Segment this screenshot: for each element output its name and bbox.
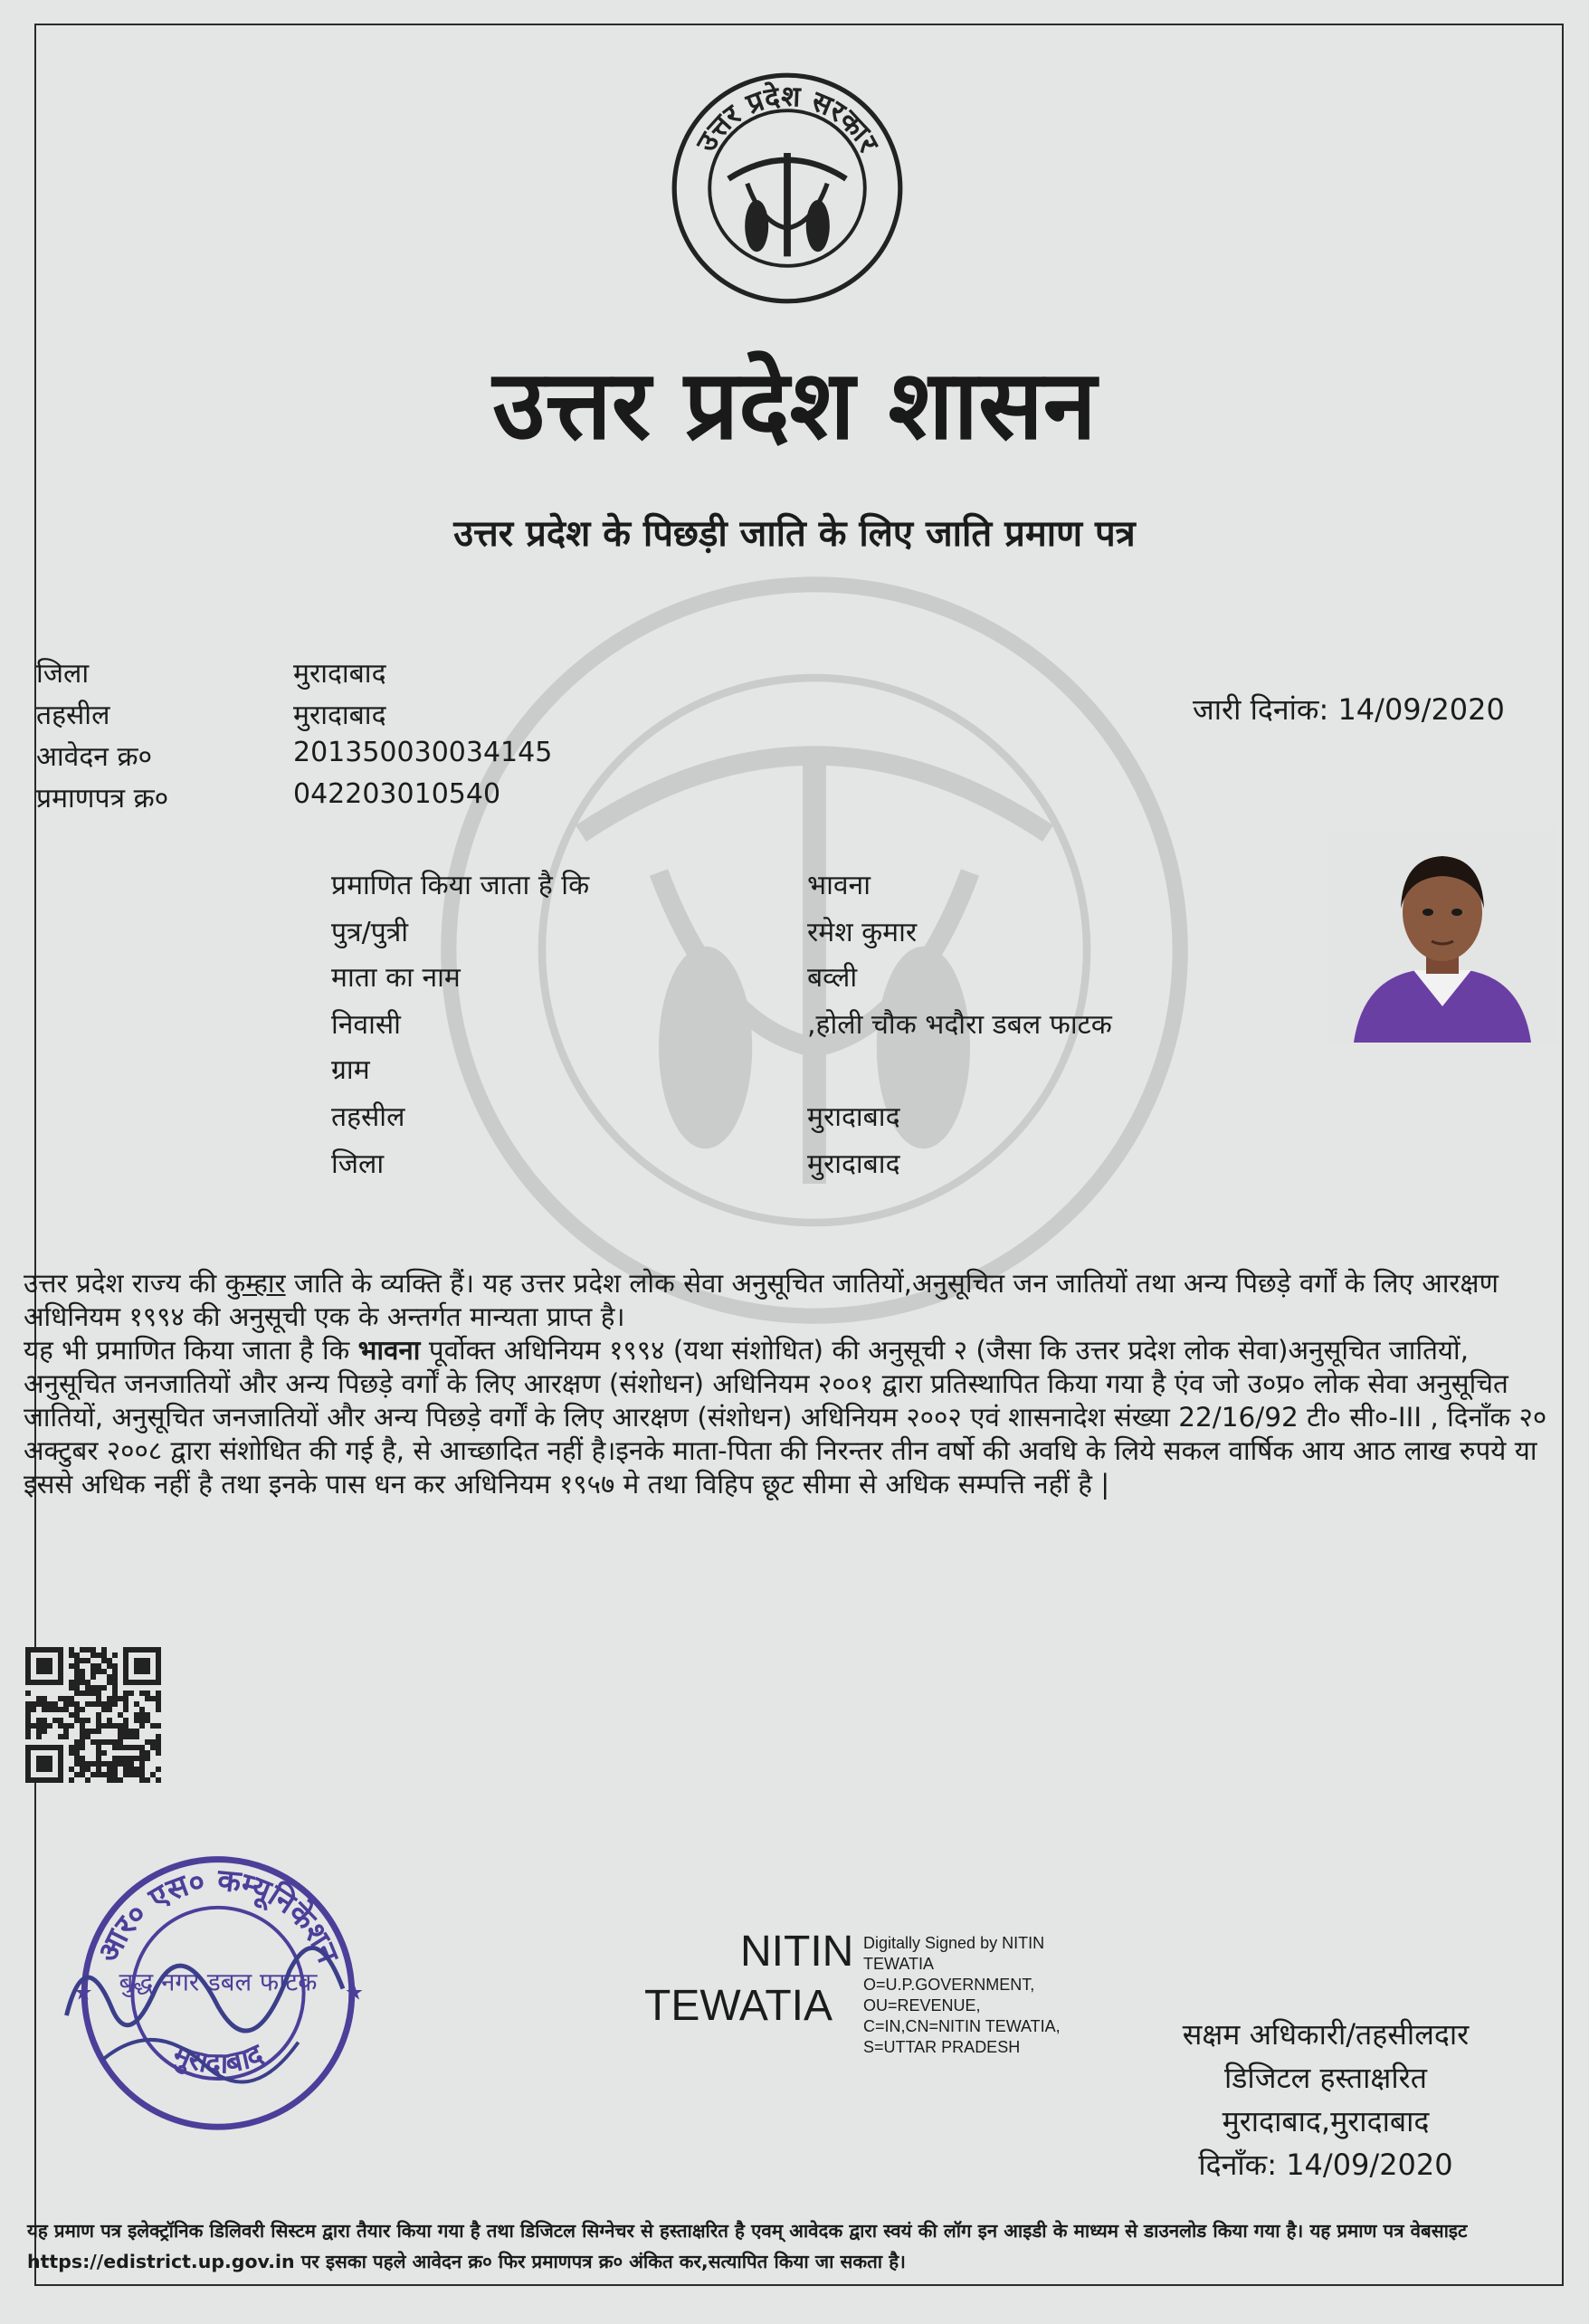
detail-tehsil-value: मुरादाबाद bbox=[807, 1101, 900, 1133]
up-government-emblem bbox=[670, 71, 905, 306]
officer-date: दिनाँक: 14/09/2020 bbox=[1198, 2148, 1453, 2182]
certificate-subtitle: उत्तर प्रदेश के पिछड़ी जाति के लिए जाति प्रमाण पत्र bbox=[453, 513, 1136, 555]
certified-label: प्रमाणित किया जाता है कि bbox=[331, 870, 590, 901]
emblem-text: उत्तर प्रदेश सरकार bbox=[690, 80, 885, 157]
certificate-number-value: 042203010540 bbox=[293, 778, 501, 810]
officer-title: सक्षम अधिकारी/तहसीलदार bbox=[1182, 2017, 1470, 2052]
meta-district-value: मुरादाबाद bbox=[293, 658, 386, 690]
caste-name: कुम्हार bbox=[224, 1268, 286, 1299]
body-p1-start: उत्तर प्रदेश राज्य की bbox=[24, 1268, 225, 1299]
watermark-emblem-icon bbox=[425, 561, 1204, 1339]
government-title: उत्तर प्रदेश शासन bbox=[492, 348, 1097, 461]
mother-name: बव्ली bbox=[807, 962, 858, 994]
resident-label: निवासी bbox=[331, 1009, 401, 1041]
svg-text:★: ★ bbox=[344, 1979, 365, 2005]
resident-address: ,होली चौक भदौरा डबल फाटक bbox=[807, 1009, 1112, 1041]
village-label: ग्राम bbox=[331, 1054, 370, 1086]
seal-top-text: आर० एस० कम्यूनिकेशन bbox=[90, 1862, 347, 1968]
body-p1-end: जाति के व्यक्ति हैं। यह उत्तर प्रदेश लोक सेवा अनुसूचित जातियों,अनुसूचित जन जातियों तथा अन्य पिछड़े वर्गों के लिए आरक्षण अधिनियम १९९४ की अनुसूची एक के अन्तर्गत मान्यता प्राप्त है। bbox=[24, 1268, 1499, 1332]
mother-label: माता का नाम bbox=[331, 962, 461, 994]
svg-text:आर० एस० कम्यूनिकेशन bbox=[90, 1862, 347, 1968]
applicant-photo bbox=[1327, 825, 1558, 1043]
seal-middle-text: बुद्ध नगर डबल फाटक bbox=[119, 1967, 318, 1997]
footer-note: यह प्रमाण पत्र इलेक्ट्रॉनिक डिलिवरी सिस्टम द्वारा तैयार किया गया है तथा डिजिटल सिग्नेचर से हस्ताक्षरित है एवम् आवेदक द्वारा स्वयं की लॉग इन आइडी के माध्यम से डाउनलोड किया गया है। यह प्रमाण पत्र वेबसाइट https://edistrict.up.gov.in पर इसका पहले आवेदन क्र० फिर प्रमाणपत्र क्र० अंकित कर,सत्यापित किया जा सकता है। bbox=[27, 2220, 1468, 2272]
issue-date bbox=[1193, 690, 1505, 729]
body-paragraph-1 bbox=[24, 1267, 1562, 1334]
child-of-label: पुत्र/पुत्री bbox=[331, 917, 409, 948]
certified-name: भावना bbox=[807, 870, 871, 901]
body-paragraph-2 bbox=[24, 1334, 1562, 1501]
application-number-label: आवेदन क्र० bbox=[36, 741, 153, 773]
body-p2-name: भावना bbox=[357, 1335, 421, 1366]
svg-text:उत्तर प्रदेश सरकार bbox=[690, 80, 885, 158]
detail-district-value: मुरादाबाद bbox=[807, 1148, 900, 1180]
detail-district-label: जिला bbox=[331, 1148, 385, 1180]
officer-signed: डिजिटल हस्ताक्षरित bbox=[1224, 2061, 1427, 2095]
father-name: रमेश कुमार bbox=[807, 917, 918, 948]
body-p2-end: पूर्वोक्त अधिनियम १९९४ (यथा संशोधित) की अनुसूची २ (जैसा कि उत्तर प्रदेश लोक सेवा)अनुसूचित जातियों, अनुसूचित जनजातियों और अन्य पिछड़े वर्गों के लिए आरक्षण (संशोधन) अधिनियम २००१ द्वारा प्रतिस्थापित किया गया है एंव जो उ०प्र० लोक सेवा अनुसूचित जातियों, अनुसूचित जनजातियों और अन्य पिछड़े वर्गों के लिए आरक्षण (संशोधन) अधिनियम २००२ एवं शासनादेश संख्या 22/16/92 टी० सी०-III , दिनाँक २० अक्टुबर २००८ द्वारा संशोधित की गई है, से आच्छादित नहीं है।इनके माता-पिता की निरन्तर तीन वर्षो की अवधि के लिये सकल वार्षिक आय आठ लाख रुपये या इससे अधिक नहीं है तथा इनके पास धन कर अधिनियम १९५७ मे तथा विहिप छूट सीमा से अधिक सम्पत्ति नहीं है | bbox=[24, 1335, 1547, 1500]
detail-tehsil-label: तहसील bbox=[331, 1101, 405, 1133]
meta-tehsil-value: मुरादाबाद bbox=[293, 700, 386, 731]
application-number-value: 201350030034145 bbox=[293, 737, 553, 768]
certificate-body bbox=[24, 1267, 1562, 1501]
svg-text:★: ★ bbox=[73, 1979, 93, 2005]
meta-tehsil-label: तहसील bbox=[36, 700, 110, 731]
signer-name-line1: NITIN bbox=[740, 1928, 854, 1976]
issue-date-value: 14/09/2020 bbox=[1337, 692, 1505, 727]
signer-name-line2: TEWATIA bbox=[644, 1982, 833, 2030]
office-stamp-seal bbox=[47, 1837, 389, 2140]
seal-bottom-text: मुरादाबाद bbox=[167, 2037, 269, 2081]
certificate-number-label: प्रमाणपत्र क्र० bbox=[36, 783, 169, 814]
meta-district-label: जिला bbox=[36, 658, 90, 690]
body-p2-start: यह भी प्रमाणित किया जाता है कि bbox=[24, 1335, 358, 1366]
qr-code bbox=[25, 1647, 161, 1783]
officer-place: मुरादाबाद,मुरादाबाद bbox=[1222, 2104, 1430, 2138]
issue-date-label: जारी दिनांक: bbox=[1193, 692, 1329, 727]
digital-signature-details: Digitally Signed by NITIN TEWATIA O=U.P.GOVERNMENT, OU=REVENUE, C=IN,CN=NITIN TEWATIA, S=UTTAR PRADESH bbox=[863, 1934, 1061, 2056]
